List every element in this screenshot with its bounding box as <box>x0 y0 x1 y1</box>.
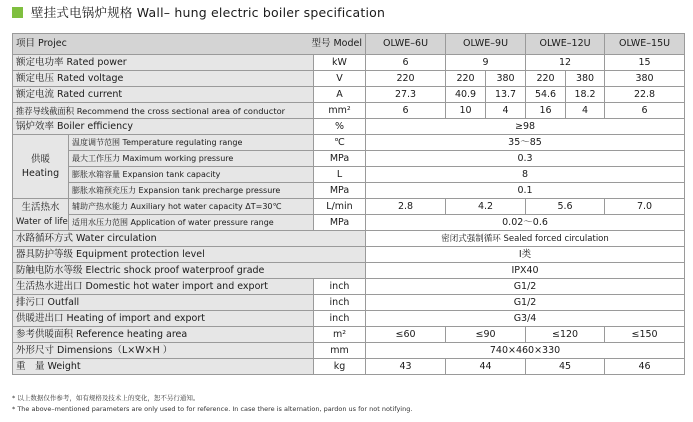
row-label-heating-pressure: 最大工作压力 Maximum working pressure <box>69 151 314 167</box>
row-label-weight: 重 量 Weight <box>13 359 314 375</box>
cell: 16 <box>526 103 566 119</box>
row-label-efficiency: 锅炉效率 Boiler efficiency <box>13 119 314 135</box>
unit: mm <box>314 343 366 359</box>
cell: 13.7 <box>486 87 526 103</box>
row-label-wire: 推荐导线截面积 Recommend the cross sectional area of conductor <box>13 103 314 119</box>
row-label-circulation: 水路循环方式 Water circulation <box>13 231 366 247</box>
unit: L <box>314 167 366 183</box>
cell: 0.1 <box>366 183 685 199</box>
cell: 380 <box>605 71 685 87</box>
unit: inch <box>314 279 366 295</box>
cell: I类 <box>366 247 685 263</box>
unit: m² <box>314 327 366 343</box>
cell: 35～85 <box>366 135 685 151</box>
table-row <box>13 103 685 119</box>
table-row <box>13 295 685 311</box>
cell: G1/2 <box>366 279 685 295</box>
row-label-area: 参考供暖面积 Reference heating area <box>13 327 314 343</box>
unit: MPa <box>314 183 366 199</box>
cell: 44 <box>446 359 526 375</box>
cell: ≤90 <box>446 327 526 343</box>
table-row <box>13 167 685 183</box>
cell: 4.2 <box>446 199 526 215</box>
unit: inch <box>314 295 366 311</box>
table-row <box>13 199 685 215</box>
cell: 10 <box>446 103 486 119</box>
cell: 12 <box>526 55 605 71</box>
table-row <box>13 359 685 375</box>
cell: 0.02～0.6 <box>366 215 685 231</box>
footnote-en: * The above–mentioned parameters are only used to for reference. In case there is alternation, pardon us for not notifying. <box>12 405 413 413</box>
cell: 7.0 <box>605 199 685 215</box>
unit-efficiency: % <box>314 119 366 135</box>
unit: L/min <box>314 199 366 215</box>
unit-voltage: V <box>314 71 366 87</box>
table-row <box>13 55 685 71</box>
cell: 8 <box>366 167 685 183</box>
row-label-shock: 防触电防水等级 Electric shock proof waterproof grade <box>13 263 366 279</box>
table-header-row <box>13 34 685 55</box>
table-row <box>13 311 685 327</box>
table-row <box>13 119 685 135</box>
cell: 6 <box>366 55 446 71</box>
header-model-15u: OLWE–15U <box>605 34 685 55</box>
table-row <box>13 71 685 87</box>
row-label-current: 额定电流 Rated current <box>13 87 314 103</box>
cell: ≤120 <box>526 327 605 343</box>
cell: 43 <box>366 359 446 375</box>
cell: 2.8 <box>366 199 446 215</box>
group-heating-cn: 供暖 <box>30 153 50 165</box>
cell: 54.6 <box>526 87 566 103</box>
group-hotwater <box>13 199 69 231</box>
cell: ≤150 <box>605 327 685 343</box>
header-model-12u: OLWE–12U <box>526 34 605 55</box>
table-row <box>13 263 685 279</box>
unit-wire: mm² <box>314 103 366 119</box>
page-title: 壁挂式电锅炉规格 Wall– hung electric boiler specification <box>31 5 386 20</box>
cell: G1/2 <box>366 295 685 311</box>
cell: 220 <box>446 71 486 87</box>
table-row <box>13 215 685 231</box>
header-model-6u: OLWE–6U <box>366 34 446 55</box>
cell: 15 <box>605 55 685 71</box>
unit: kg <box>314 359 366 375</box>
cell: 380 <box>486 71 526 87</box>
cell: ≤60 <box>366 327 446 343</box>
table-row <box>13 87 685 103</box>
row-label-outfall: 排污口 Outfall <box>13 295 314 311</box>
unit-power: kW <box>314 55 366 71</box>
table-row <box>13 231 685 247</box>
row-label-heating-tank: 膨胀水箱容量 Expansion tank capacity <box>69 167 314 183</box>
footnote-cn: * 以上数据仅作参考，如有规格及技术上的变化，恕不另行通知。 <box>12 394 200 402</box>
cell: ≥98 <box>366 119 685 135</box>
unit-current: A <box>314 87 366 103</box>
cell: 0.3 <box>366 151 685 167</box>
header-model-9u: OLWE–9U <box>446 34 526 55</box>
cell: 740×460×330 <box>366 343 685 359</box>
row-label-power: 额定电功率 Rated power <box>13 55 314 71</box>
cell: 6 <box>605 103 685 119</box>
table-row <box>13 151 685 167</box>
row-label-voltage: 额定电压 Rated voltage <box>13 71 314 87</box>
title-bar <box>12 1 385 23</box>
cell: 密闭式强制循环 Sealed forced circulation <box>366 231 685 247</box>
table-row <box>13 343 685 359</box>
unit: inch <box>314 311 366 327</box>
row-label-protection: 器具防护等级 Equipment protection level <box>13 247 366 263</box>
cell: IPX40 <box>366 263 685 279</box>
group-heating <box>13 135 69 199</box>
cell: 220 <box>366 71 446 87</box>
cell: 220 <box>526 71 566 87</box>
cell: G3/4 <box>366 311 685 327</box>
group-hotwater-cn: 生活热水 <box>21 201 60 213</box>
cell: 46 <box>605 359 685 375</box>
header-item-model <box>13 34 366 55</box>
cell: 9 <box>446 55 526 71</box>
group-hotwater-en: Water of life <box>16 216 68 227</box>
row-label-dims: 外形尺寸 Dimensions（L×W×H ） <box>13 343 314 359</box>
table-row <box>13 135 685 151</box>
header-item: 项目 Projec <box>16 38 67 49</box>
table-row <box>13 247 685 263</box>
row-label-hotwater-pressure: 适用水压力范围 Application of water pressure range <box>69 215 314 231</box>
row-label-dhw: 生活热水进出口 Domestic hot water import and export <box>13 279 314 295</box>
cell: 27.3 <box>366 87 446 103</box>
unit: MPa <box>314 215 366 231</box>
table-row <box>13 279 685 295</box>
cell: 6 <box>366 103 446 119</box>
group-heating-en: Heating <box>21 167 60 179</box>
title-square-icon <box>12 7 23 18</box>
cell: 22.8 <box>605 87 685 103</box>
table-row <box>13 183 685 199</box>
cell: 45 <box>526 359 605 375</box>
table-row <box>13 327 685 343</box>
cell: 40.9 <box>446 87 486 103</box>
row-label-heating-temp: 温度调节范围 Temperature regulating range <box>69 135 314 151</box>
header-model: 型号 Model <box>311 38 363 49</box>
cell: 18.2 <box>566 87 605 103</box>
spec-table <box>12 33 685 375</box>
unit: MPa <box>314 151 366 167</box>
cell: 4 <box>566 103 605 119</box>
cell: 4 <box>486 103 526 119</box>
row-label-heating-precharge: 膨胀水箱预充压力 Expansion tank precharge pressure <box>69 183 314 199</box>
cell: 380 <box>566 71 605 87</box>
cell: 5.6 <box>526 199 605 215</box>
unit: ℃ <box>314 135 366 151</box>
row-label-hotwater-capacity: 辅助产热水能力 Auxiliary hot water capacity ΔT=30℃ <box>69 199 314 215</box>
row-label-heat-io: 供暖进出口 Heating of import and export <box>13 311 314 327</box>
